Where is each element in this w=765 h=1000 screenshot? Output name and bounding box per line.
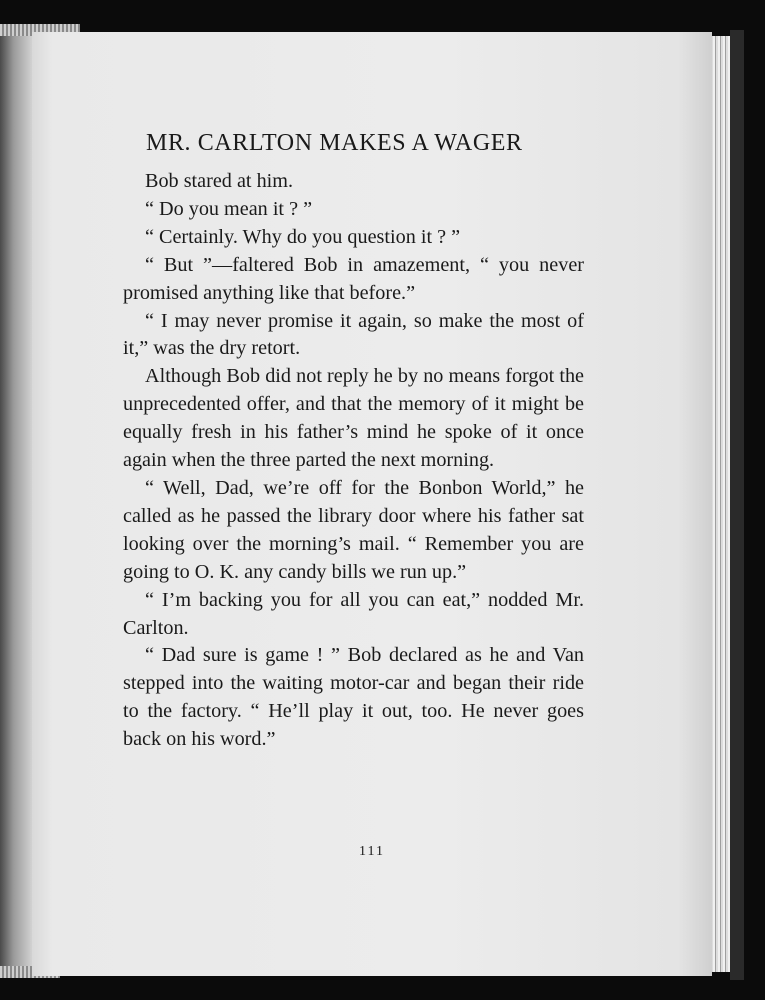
- paragraph: “ But ”—faltered Bob in amazement, “ you never promised anything like that before.”: [123, 253, 584, 304]
- body-text: [123, 168, 584, 754]
- paragraph: “ I may never promise it again, so make the most of it,” was the dry retort.: [123, 309, 584, 360]
- paragraph: Although Bob did not reply he by no means forgot the unprecedented offer, and that the memory of it might be equally fresh in his father’s mind he spoke of it once again when the three parted the next morning.: [123, 365, 584, 472]
- paragraph: Bob stared at him.: [145, 170, 294, 192]
- page-number: 111: [359, 844, 385, 859]
- paragraph: “ Well, Dad, we’re off for the Bonbon World,” he called as he passed the library door where his father sat looking over the morning’s mail. “ Remember you are going to O. K. any candy bills we run up.”: [123, 476, 584, 583]
- facing-page-edge: [0, 28, 34, 978]
- running-head: MR. CARLTON MAKES A WAGER: [146, 130, 523, 156]
- book-cover-edge: [730, 30, 744, 980]
- paragraph: “ Do you mean it ? ”: [145, 197, 313, 220]
- paragraph: “ Dad sure is game ! ” Bob declared as he and Van stepped into the waiting motor-car and began their ride to the factory. “ He’ll play it out, too. He never goes back on his word.”: [123, 644, 584, 751]
- paragraph: “ Certainly. Why do you question it ? ”: [145, 225, 461, 248]
- paragraph: “ I’m backing you for all you can eat,” nodded Mr. Carlton.: [123, 588, 584, 639]
